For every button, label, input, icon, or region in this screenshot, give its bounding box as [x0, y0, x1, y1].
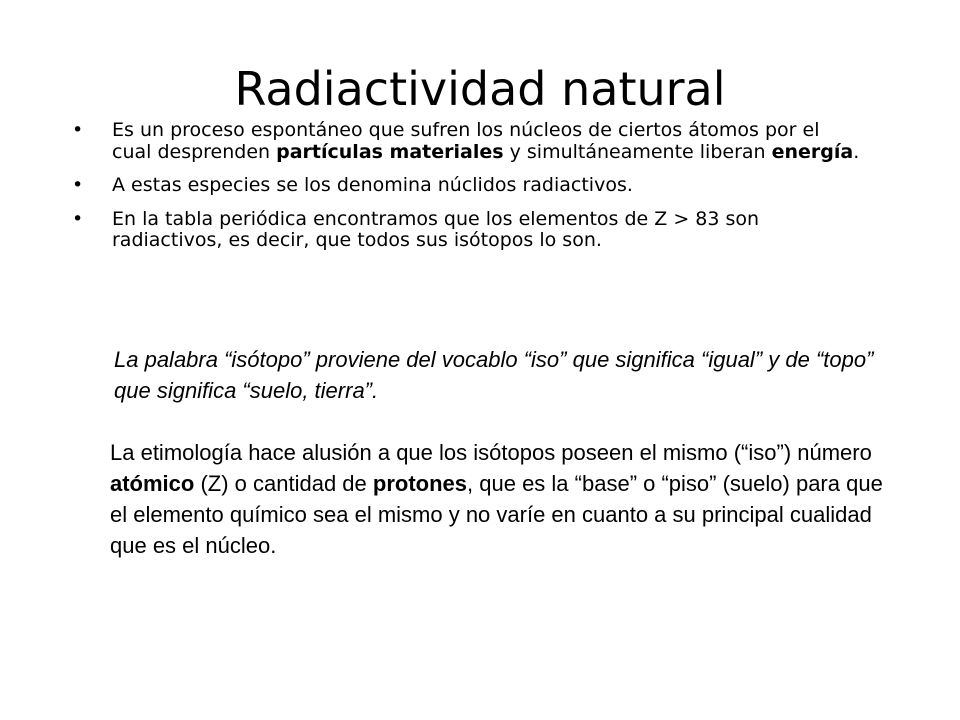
bullet-dot-icon: •: [72, 119, 84, 141]
bullet-text: A estas especies se los denomina núclidos radiactivos.: [112, 174, 633, 196]
bullet-dot-icon: •: [72, 174, 84, 196]
explanation-paragraph: [110, 437, 890, 561]
bullet-emphasis-energy: energía: [771, 140, 854, 163]
bullet-list: [72, 120, 862, 264]
bullet-text-part: Es un proceso espontáneo que sufren los núcleos de ciertos átomos por el cual desprenden: [112, 119, 820, 163]
explanation-text-part: , que es la “base” o “piso” (suelo) para que el elemento químico sea el mismo y no varíe en cuanto a su principal cualidad que es el núcleo.: [110, 471, 883, 558]
bullet-text-part: .: [853, 140, 860, 163]
explanation-emphasis-protons: protones: [372, 471, 468, 496]
bullet-dot-icon: •: [72, 207, 84, 230]
bullet-emphasis-particles: partículas materiales: [276, 140, 504, 163]
bullet-text: [112, 119, 859, 163]
explanation-text-part: La etimología hace alusión a que los isótopos poseen el mismo (“iso”) número: [110, 440, 872, 465]
bullet-item-spontaneous-process: [72, 120, 862, 163]
isotope-note: [110, 344, 890, 561]
bullet-text-part: y simultáneamente liberan: [503, 140, 772, 163]
bullet-item-periodic-table: [72, 209, 862, 252]
bullet-item-radioactive-nuclides: [72, 175, 862, 197]
explanation-emphasis-atomic: atómico: [110, 471, 195, 496]
slide-title: Radiactividad natural: [234, 62, 726, 116]
bullet-text: En la tabla periódica encontramos que los elementos de Z > 83 son radiactivos, es decir, que todos sus isótopos lo son.: [112, 207, 760, 251]
etymology-paragraph: La palabra “isótopo” proviene del vocablo “iso” que significa “igual” y de “topo” que significa “suelo, tierra”.: [114, 347, 874, 403]
explanation-text-part: (Z) o cantidad de: [194, 471, 373, 496]
